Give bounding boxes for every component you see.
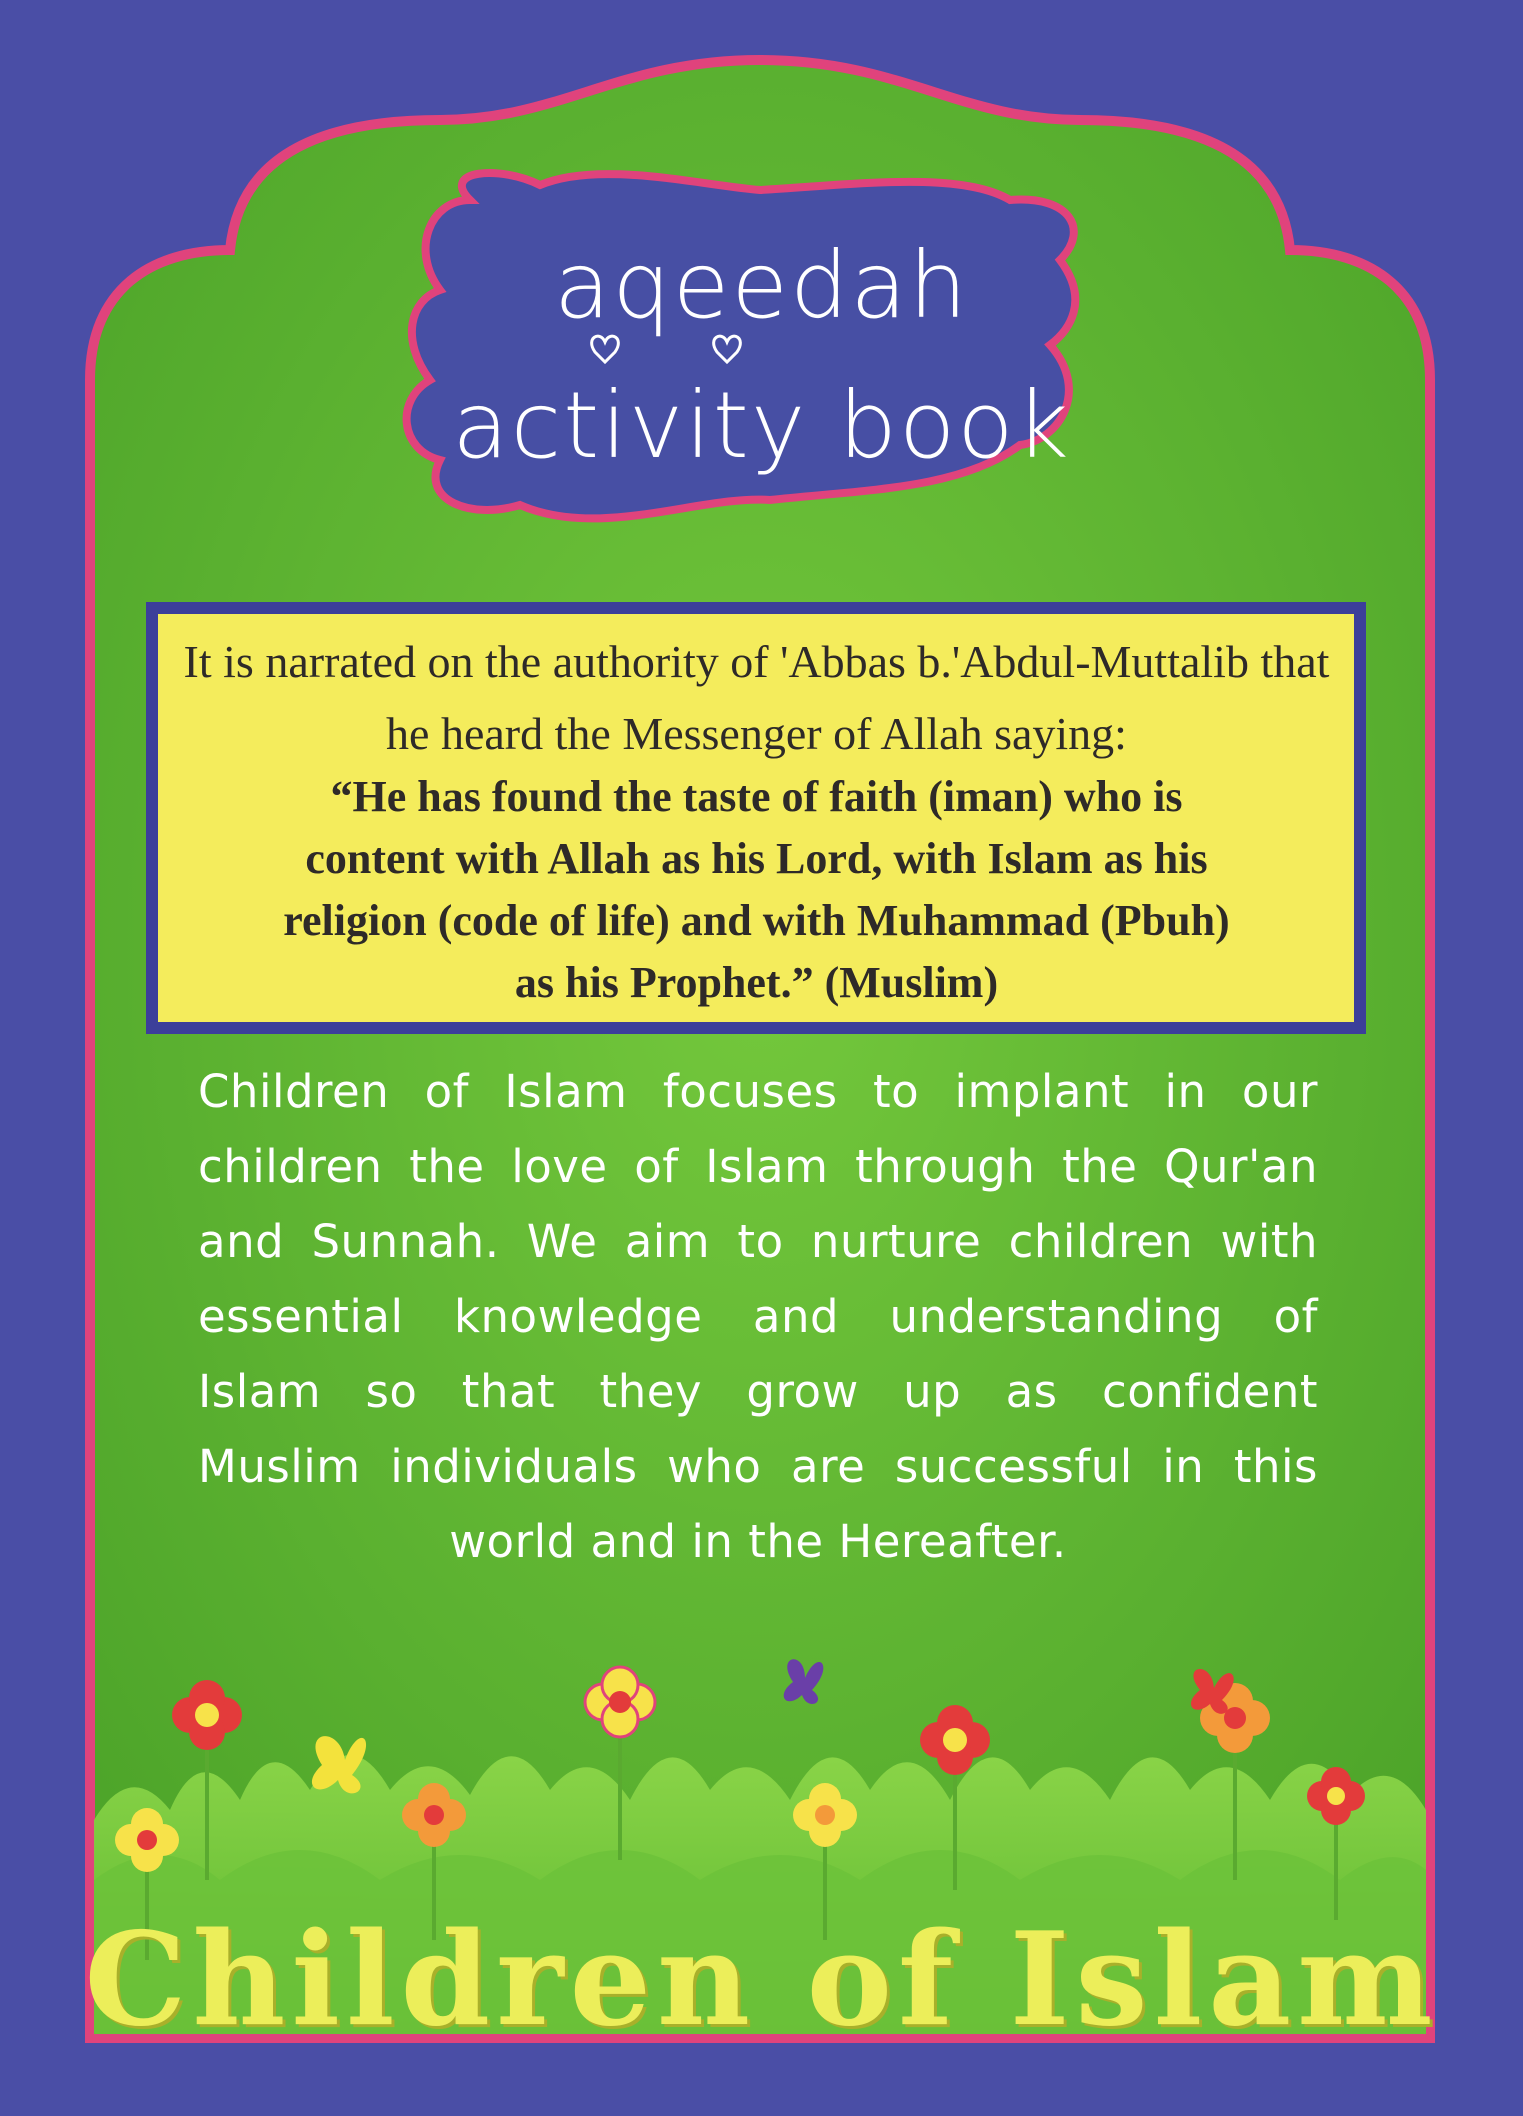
hadith-line-2: content with Allah as his Lord, with Islam as his: [305, 834, 1208, 883]
quote-narration-line-2: he heard the Messenger of Allah saying:: [386, 708, 1127, 759]
book-title-line-2: activity book: [452, 372, 1071, 479]
book-title-line-1: aqeedah: [553, 232, 970, 339]
brand-name: Children of Islam: [84, 1905, 1439, 2055]
description-line-7: world and in the Hereafter.: [449, 1515, 1067, 1568]
description-line-4: essential knowledge and understanding of: [198, 1290, 1318, 1343]
description-line-5: Islam so that they grow up as confident: [198, 1365, 1318, 1418]
quote-narration-line-1: It is narrated on the authority of 'Abbas b.'Abdul-Muttalib that: [183, 636, 1330, 687]
hadith-line-3: religion (code of life) and with Muhammad (Pbuh): [283, 896, 1230, 945]
description-line-6: Muslim individuals who are successful in this: [198, 1440, 1318, 1493]
description-line-1: Children of Islam focuses to implant in our: [198, 1065, 1318, 1118]
hadith-line-1: “He has found the taste of faith (iman) who is: [330, 772, 1183, 821]
description-line-3: and Sunnah. We aim to nurture children with: [198, 1215, 1318, 1268]
hadith-line-4: as his Prophet.” (Muslim): [514, 958, 999, 1007]
description-line-2: children the love of Islam through the Qur'an: [198, 1140, 1318, 1193]
